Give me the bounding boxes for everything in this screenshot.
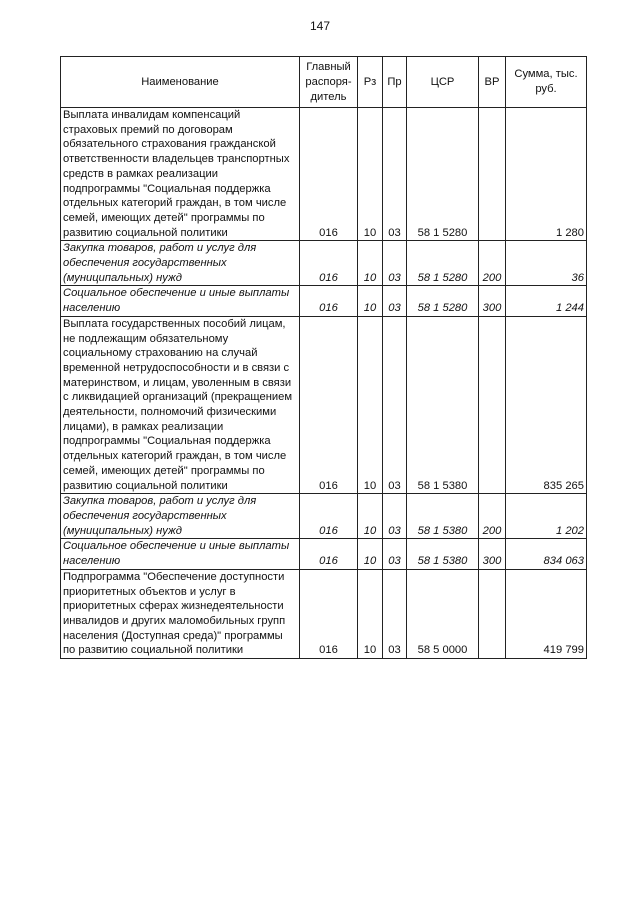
row-pr: 03: [383, 569, 407, 658]
row-sum: 834 063: [506, 539, 587, 569]
row-pr: 03: [383, 108, 407, 241]
header-vr: ВР: [479, 57, 506, 108]
row-csr: 58 1 5380: [407, 494, 479, 539]
header-manager: Главный распоря-дитель: [300, 57, 358, 108]
row-name: Социальное обеспечение и иные выплаты населению: [61, 539, 300, 569]
row-name: Социальное обеспечение и иные выплаты населению: [61, 286, 300, 316]
row-name: Закупка товаров, работ и услуг для обеспечения государственных (муниципальных) нужд: [61, 494, 300, 539]
row-manager: 016: [300, 494, 358, 539]
row-vr: [479, 569, 506, 658]
row-manager: 016: [300, 286, 358, 316]
row-csr: 58 1 5280: [407, 108, 479, 241]
row-pr: 03: [383, 286, 407, 316]
row-name: Подпрограмма "Обеспечение доступности приоритетных объектов и услуг в приоритетных сферах жизнедеятельности инвалидов и других маломобильных групп населения (Доступная среда)" программы по развитию социальной политики: [61, 569, 300, 658]
table-row: [61, 569, 587, 658]
row-vr: [479, 108, 506, 241]
table-row: [61, 241, 587, 286]
table-row: [61, 539, 587, 569]
header-csr: ЦСР: [407, 57, 479, 108]
budget-table: [60, 56, 587, 659]
header-name: Наименование: [61, 57, 300, 108]
table-row: [61, 316, 587, 493]
row-pr: 03: [383, 494, 407, 539]
row-pr: 03: [383, 316, 407, 493]
row-name: Выплата инвалидам компенсаций страховых премий по договорам обязательного страхования гражданской ответственности владельцев транспортных средств в рамках реализации подпрограммы "Социальная поддержка отдельных категорий граждан, в том числе семей, имеющих детей" программы по развитию социальной политики: [61, 108, 300, 241]
row-sum: 36: [506, 241, 587, 286]
row-manager: 016: [300, 108, 358, 241]
row-csr: 58 5 0000: [407, 569, 479, 658]
row-manager: 016: [300, 316, 358, 493]
row-sum: 1 280: [506, 108, 587, 241]
row-vr: 300: [479, 286, 506, 316]
row-rz: 10: [358, 108, 383, 241]
header-rz: Рз: [358, 57, 383, 108]
row-rz: 10: [358, 539, 383, 569]
row-sum: 1 202: [506, 494, 587, 539]
row-csr: 58 1 5380: [407, 316, 479, 493]
row-rz: 10: [358, 241, 383, 286]
row-sum: 419 799: [506, 569, 587, 658]
table-row: [61, 108, 587, 241]
row-vr: 200: [479, 241, 506, 286]
row-rz: 10: [358, 569, 383, 658]
row-manager: 016: [300, 241, 358, 286]
row-pr: 03: [383, 241, 407, 286]
table-row: [61, 494, 587, 539]
row-csr: 58 1 5380: [407, 539, 479, 569]
row-sum: 835 265: [506, 316, 587, 493]
row-rz: 10: [358, 286, 383, 316]
table-row: [61, 286, 587, 316]
row-vr: 300: [479, 539, 506, 569]
row-vr: 200: [479, 494, 506, 539]
row-csr: 58 1 5280: [407, 241, 479, 286]
row-manager: 016: [300, 539, 358, 569]
header-row: [61, 57, 587, 108]
row-name: Выплата государственных пособий лицам, не подлежащим обязательному социальному страхованию на случай временной нетрудоспособности и в связи с материнством, и лицам, уволенным в связи с ликвидацией организаций (прекращением деятельности, полномочий физическими лицами), в рамках реализации подпрограммы "Социальная поддержка отдельных категорий граждан, в том числе семей, имеющих детей" программы по развитию социальной политики: [61, 316, 300, 493]
row-rz: 10: [358, 494, 383, 539]
row-manager: 016: [300, 569, 358, 658]
header-sum: Сумма, тыс. руб.: [506, 57, 587, 108]
row-vr: [479, 316, 506, 493]
header-pr: Пр: [383, 57, 407, 108]
row-csr: 58 1 5280: [407, 286, 479, 316]
row-rz: 10: [358, 316, 383, 493]
page-number: 147: [309, 19, 331, 33]
row-sum: 1 244: [506, 286, 587, 316]
row-pr: 03: [383, 539, 407, 569]
row-name: Закупка товаров, работ и услуг для обеспечения государственных (муниципальных) нужд: [61, 241, 300, 286]
